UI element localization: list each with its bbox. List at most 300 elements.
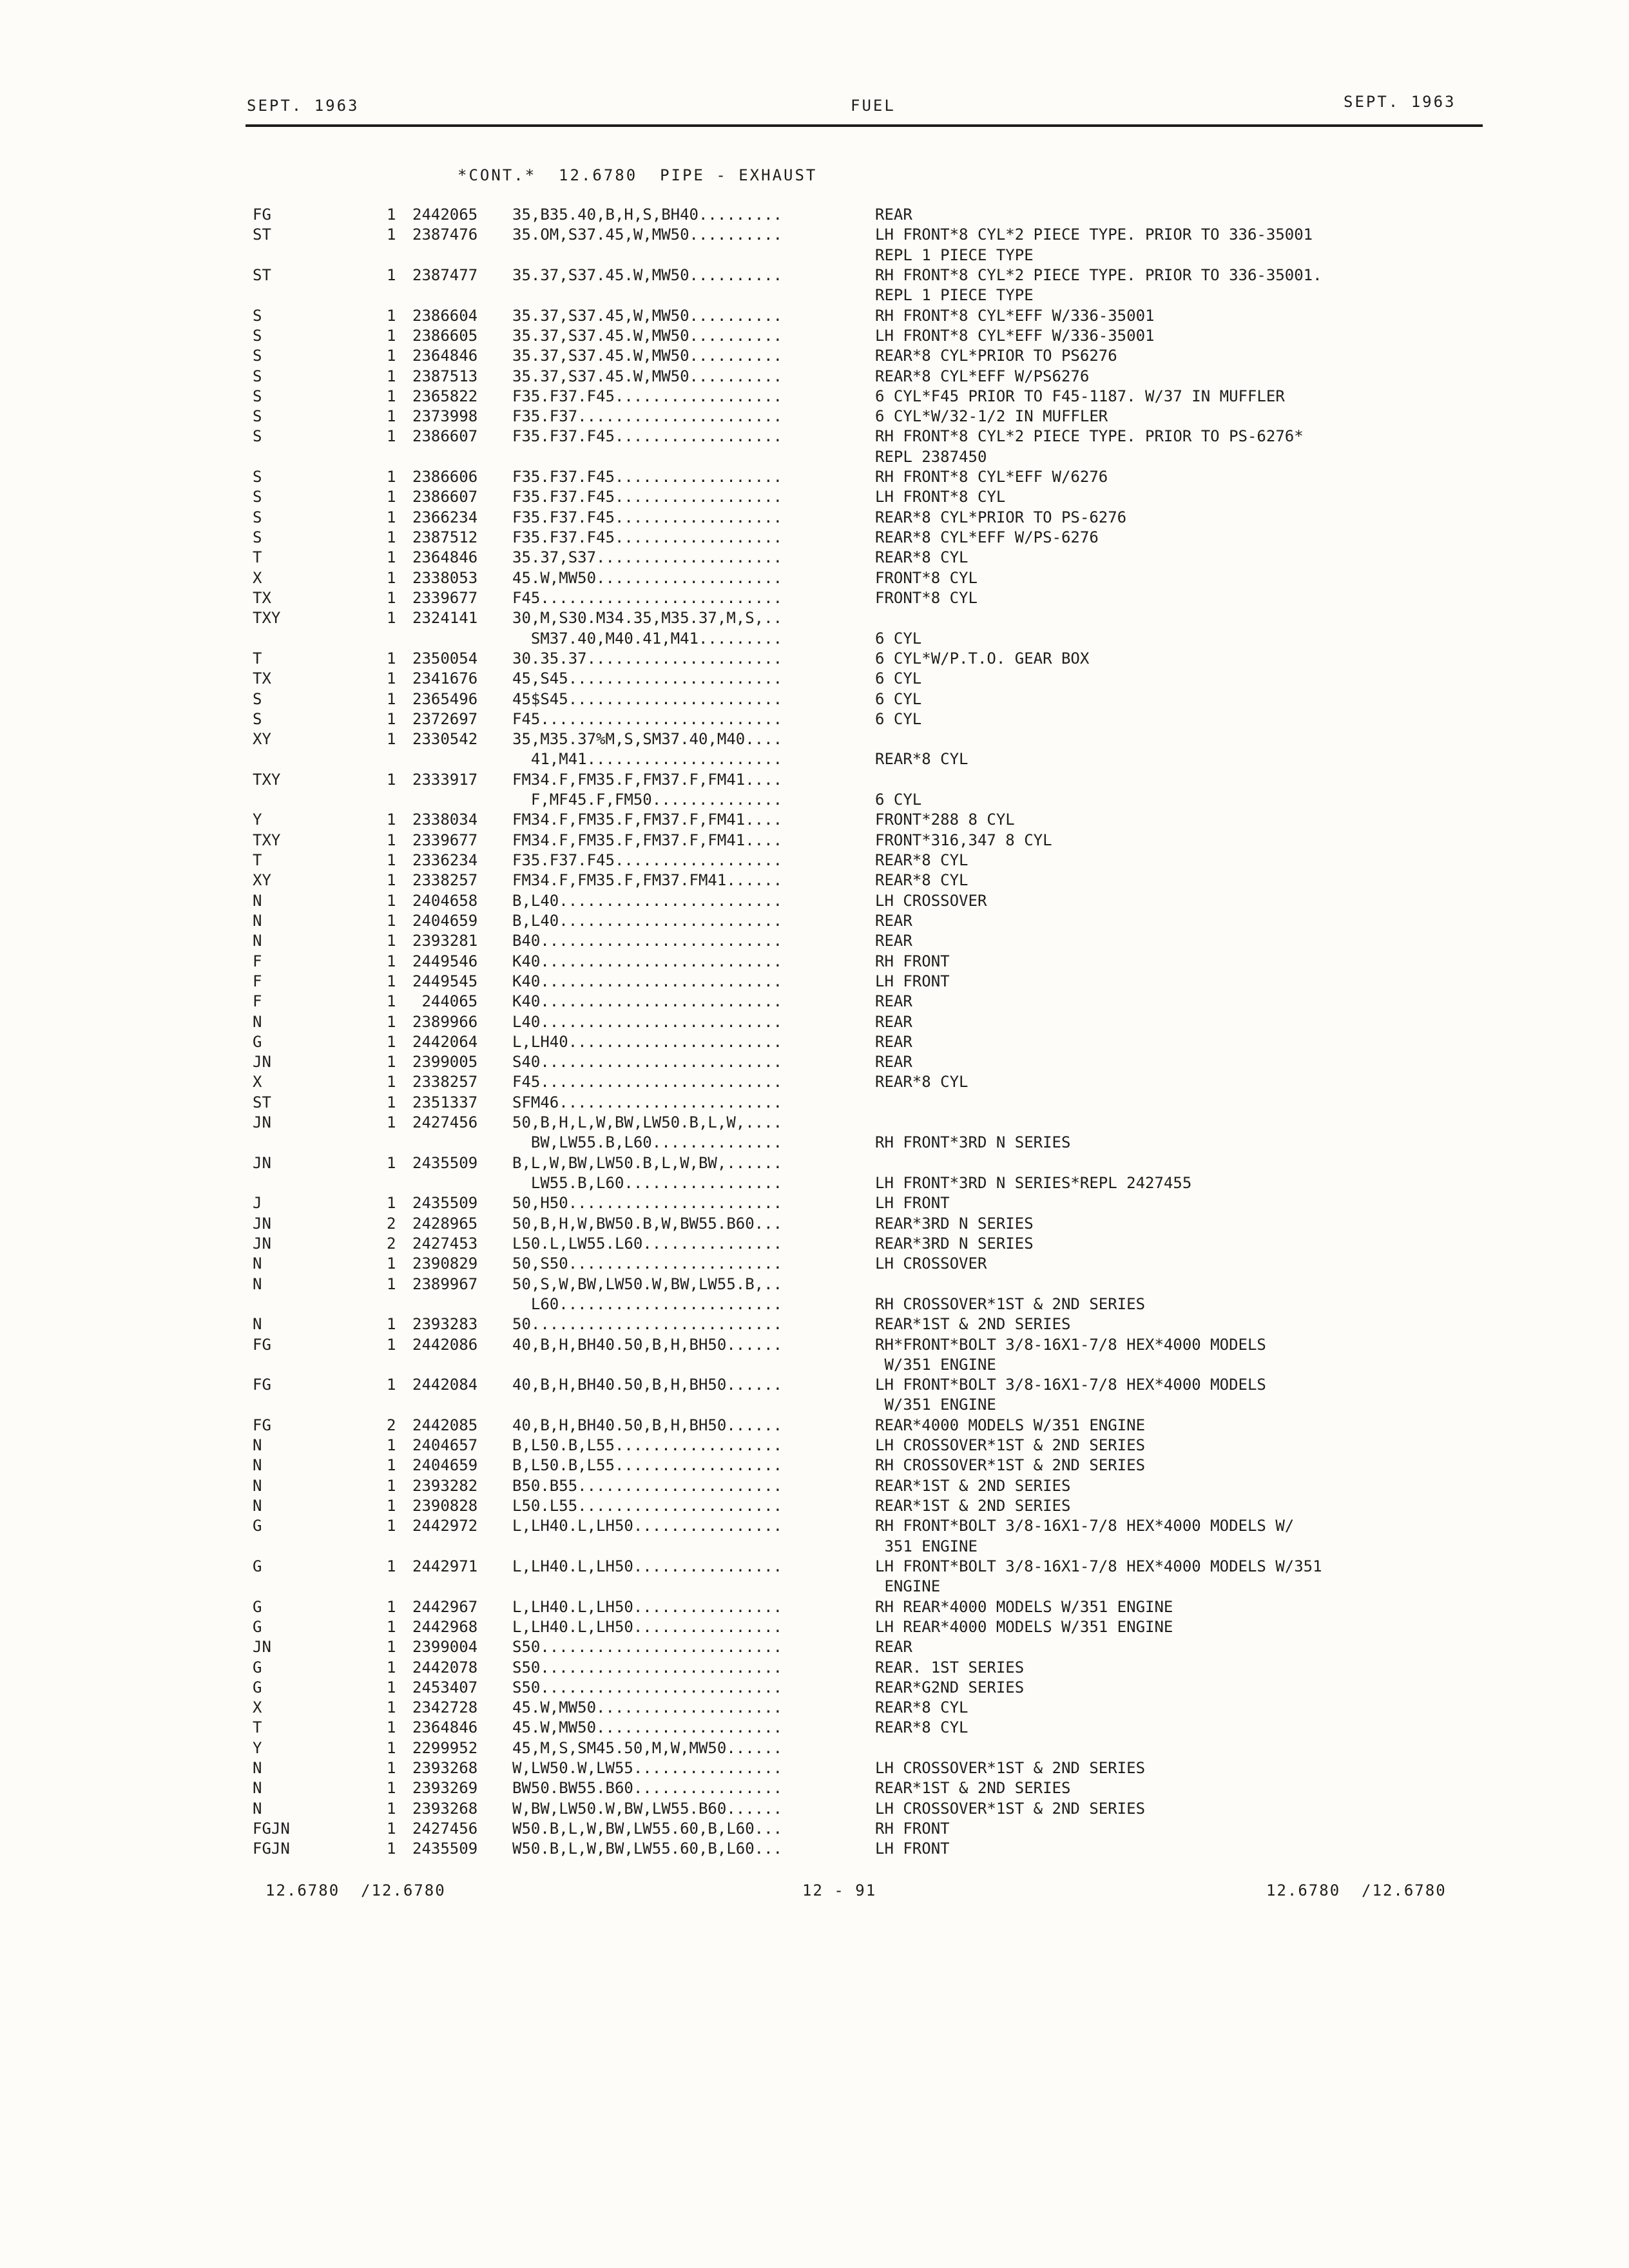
model-code: S [253, 347, 262, 365]
table-row [0, 1355, 1629, 1375]
table-row [0, 952, 1629, 972]
quantity: 1 [387, 468, 396, 486]
model-code: FG [253, 206, 271, 224]
description: LH FRONT [875, 1194, 950, 1213]
application: 30,M,S30.M34.35,M35.37,M,S,.. [512, 609, 783, 628]
quantity: 1 [387, 1597, 396, 1616]
model-code: N [253, 1012, 262, 1031]
part-number: 2364846 [412, 548, 478, 567]
application: K40.......................... [512, 992, 783, 1011]
model-code: FGJN [253, 1820, 290, 1838]
model-code: X [253, 1698, 262, 1717]
table-row [0, 689, 1629, 709]
part-number: 2390828 [412, 1497, 478, 1515]
part-number: 2442084 [412, 1376, 478, 1394]
model-code: JN [253, 1214, 271, 1233]
model-code: S [253, 387, 262, 405]
table-row [0, 265, 1629, 285]
part-number: 2386604 [412, 306, 478, 325]
part-number: 2324141 [412, 609, 478, 628]
model-code: TXY [253, 770, 281, 789]
description: REAR*8 CYL [875, 750, 969, 769]
model-code: X [253, 568, 262, 587]
application: 50........................... [512, 1315, 783, 1334]
quantity: 1 [387, 932, 396, 950]
part-number: 2389966 [412, 1012, 478, 1031]
part-number: 2427456 [412, 1820, 478, 1838]
description: REAR. 1ST SERIES [875, 1658, 1025, 1677]
application: L,LH40.L,LH50................ [512, 1517, 783, 1535]
quantity: 1 [387, 508, 396, 526]
description: LH CROSSOVER [875, 891, 987, 910]
quantity: 1 [387, 1738, 396, 1757]
model-code: FG [253, 1335, 271, 1354]
description: FRONT*8 CYL [875, 588, 978, 607]
description: LH CROSSOVER*1ST & 2ND SERIES [875, 1759, 1146, 1778]
table-row [0, 1052, 1629, 1072]
quantity: 1 [387, 1032, 396, 1051]
description: 6 CYL*W/32-1/2 IN MUFFLER [875, 407, 1108, 426]
quantity: 1 [387, 588, 396, 607]
quantity: 1 [387, 1517, 396, 1535]
part-number: 2442085 [412, 1416, 478, 1434]
application: 50,B,H,L,W,BW,LW50.B,L,W,.... [512, 1113, 783, 1132]
model-code: S [253, 468, 262, 486]
application: L,LH40.L,LH50................ [512, 1557, 783, 1575]
quantity: 1 [387, 1799, 396, 1818]
part-number: 2453407 [412, 1678, 478, 1696]
part-number: 2428965 [412, 1214, 478, 1233]
part-number: 2350054 [412, 649, 478, 668]
application: L40.......................... [512, 1012, 783, 1031]
quantity: 1 [387, 347, 396, 365]
table-row [0, 931, 1629, 951]
description: LH FRONT*8 CYL [875, 488, 1006, 506]
application: B,L50.B,L55.................. [512, 1456, 783, 1475]
table-row [0, 225, 1629, 245]
table-row [0, 1193, 1629, 1213]
application: K40.......................... [512, 972, 783, 990]
table-row [0, 1234, 1629, 1254]
part-number: 2404658 [412, 891, 478, 910]
quantity: 1 [387, 1073, 396, 1091]
model-code: F [253, 972, 262, 990]
description: LH FRONT [875, 972, 950, 990]
quantity: 1 [387, 1840, 396, 1858]
description: LH FRONT*BOLT 3/8-16X1-7/8 HEX*4000 MODELS [875, 1376, 1266, 1394]
description: RH FRONT*3RD N SERIES [875, 1133, 1071, 1152]
model-code: JN [253, 1234, 271, 1253]
description: REAR*3RD N SERIES [875, 1214, 1034, 1233]
application: B,L40........................ [512, 891, 783, 910]
model-code: N [253, 911, 262, 930]
table-row [0, 467, 1629, 487]
model-code: S [253, 709, 262, 728]
part-number: 2365496 [412, 689, 478, 708]
description: REAR*8 CYL*EFF W/PS6276 [875, 367, 1090, 385]
part-number: 244065 [412, 992, 478, 1011]
table-row [0, 1395, 1629, 1415]
table-row [0, 447, 1629, 467]
application: SFM46........................ [512, 1093, 783, 1111]
description: 6 CYL*W/P.T.O. GEAR BOX [875, 649, 1090, 668]
quantity: 1 [387, 387, 396, 405]
quantity: 1 [387, 1194, 396, 1213]
part-number: 2442968 [412, 1617, 478, 1636]
application: FM34.F,FM35.F,FM37.FM41...... [512, 871, 783, 890]
quantity: 1 [387, 851, 396, 869]
quantity: 1 [387, 1093, 396, 1111]
table-row [0, 669, 1629, 689]
part-number: 2339677 [412, 588, 478, 607]
table-row [0, 1274, 1629, 1294]
description: REAR*1ST & 2ND SERIES [875, 1476, 1071, 1495]
table-row [0, 749, 1629, 769]
model-code: G [253, 1597, 262, 1616]
table-row [0, 1173, 1629, 1193]
application: 30.35.37..................... [512, 649, 783, 668]
table-row [0, 1072, 1629, 1092]
quantity: 1 [387, 568, 396, 587]
quantity: 1 [387, 427, 396, 446]
description: 6 CYL [875, 629, 922, 648]
description: RH FRONT*BOLT 3/8-16X1-7/8 HEX*4000 MODELS W/ [875, 1517, 1295, 1535]
table-row [0, 1758, 1629, 1778]
part-number: 2351337 [412, 1093, 478, 1111]
description: REAR*3RD N SERIES [875, 1234, 1034, 1253]
application: 40,B,H,BH40.50,B,H,BH50...... [512, 1335, 783, 1354]
table-row [0, 1718, 1629, 1738]
model-code: S [253, 367, 262, 385]
description: 351 ENGINE [875, 1537, 978, 1555]
quantity: 1 [387, 1476, 396, 1495]
quantity: 1 [387, 709, 396, 728]
part-number: 2386607 [412, 488, 478, 506]
part-number: 2339677 [412, 831, 478, 849]
description: REAR [875, 206, 912, 224]
part-number: 2330542 [412, 730, 478, 749]
part-number: 2365822 [412, 387, 478, 405]
description: REAR*1ST & 2ND SERIES [875, 1497, 1071, 1515]
table-row [0, 1153, 1629, 1173]
quantity: 1 [387, 811, 396, 829]
part-number: 2373998 [412, 407, 478, 426]
quantity: 1 [387, 1820, 396, 1838]
model-code: FGJN [253, 1840, 290, 1858]
model-code: G [253, 1678, 262, 1696]
part-number: 2387512 [412, 528, 478, 546]
quantity: 1 [387, 1718, 396, 1737]
application: 50,H50....................... [512, 1194, 783, 1213]
table-row [0, 1597, 1629, 1617]
model-code: S [253, 689, 262, 708]
application: 40,B,H,BH40.50,B,H,BH50...... [512, 1376, 783, 1394]
quantity: 1 [387, 831, 396, 849]
description: REAR*8 CYL*PRIOR TO PS6276 [875, 347, 1117, 365]
model-code: JN [253, 1053, 271, 1072]
model-code: N [253, 1274, 262, 1293]
quantity: 1 [387, 1376, 396, 1394]
application: L50.L55...................... [512, 1497, 783, 1515]
table-row [0, 1537, 1629, 1557]
application: L50.L,LW55.L60............... [512, 1234, 783, 1253]
application: F35.F37.F45.................. [512, 851, 783, 869]
quantity: 1 [387, 1617, 396, 1636]
table-row [0, 1314, 1629, 1334]
part-number: 2299952 [412, 1738, 478, 1757]
model-code: S [253, 427, 262, 446]
description: REAR [875, 911, 912, 930]
quantity: 1 [387, 1638, 396, 1657]
description: REPL 2387450 [875, 447, 987, 466]
model-code: TXY [253, 831, 281, 849]
model-code: N [253, 891, 262, 910]
table-row [0, 1133, 1629, 1153]
part-number: 2338053 [412, 568, 478, 587]
quantity: 1 [387, 1315, 396, 1334]
model-code: N [253, 932, 262, 950]
table-row [0, 992, 1629, 1012]
part-number: 2338034 [412, 811, 478, 829]
quantity: 1 [387, 1274, 396, 1293]
quantity: 1 [387, 548, 396, 567]
part-number: 2393268 [412, 1799, 478, 1818]
table-row [0, 709, 1629, 729]
table-row [0, 326, 1629, 346]
part-number: 2333917 [412, 770, 478, 789]
description: REAR [875, 1012, 912, 1031]
table-row [0, 1799, 1629, 1819]
application: BW50.BW55.B60................ [512, 1779, 783, 1798]
table-row [0, 629, 1629, 649]
table-row [0, 891, 1629, 911]
quantity: 1 [387, 1779, 396, 1798]
quantity: 1 [387, 1053, 396, 1072]
model-code: TX [253, 588, 271, 607]
application: FM34.F,FM35.F,FM37.F,FM41.... [512, 811, 783, 829]
application: B50.B55...................... [512, 1476, 783, 1495]
application: 50,B,H,W,BW50.B,W,BW55.B60... [512, 1214, 783, 1233]
part-number: 2399005 [412, 1053, 478, 1072]
description: REAR*8 CYL*EFF W/PS-6276 [875, 528, 1099, 546]
part-number: 2404659 [412, 911, 478, 930]
description: ENGINE [875, 1577, 941, 1596]
description: REAR*4000 MODELS W/351 ENGINE [875, 1416, 1146, 1434]
description: RH REAR*4000 MODELS W/351 ENGINE [875, 1597, 1173, 1616]
description: REPL 1 PIECE TYPE [875, 286, 1034, 305]
model-code: Y [253, 811, 262, 829]
description: REAR*G2ND SERIES [875, 1678, 1025, 1696]
part-number: 2404657 [412, 1436, 478, 1455]
description: REAR*8 CYL [875, 1698, 969, 1717]
application: 35,M35.37%M,S,SM37.40,M40.... [512, 730, 783, 749]
description: REAR*8 CYL [875, 871, 969, 890]
quantity: 1 [387, 488, 396, 506]
model-code: N [253, 1436, 262, 1455]
part-number: 2442078 [412, 1658, 478, 1677]
application: L,LH40....................... [512, 1032, 783, 1051]
description: REAR [875, 1032, 912, 1051]
application: 45,M,S,SM45.50,M,W,MW50...... [512, 1738, 783, 1757]
model-code: G [253, 1658, 262, 1677]
table-row [0, 1335, 1629, 1355]
part-number: 2427453 [412, 1234, 478, 1253]
quantity: 1 [387, 326, 396, 345]
part-number: 2393268 [412, 1759, 478, 1778]
description: 6 CYL [875, 709, 922, 728]
description: FRONT*288 8 CYL [875, 811, 1015, 829]
table-row [0, 1617, 1629, 1637]
quantity: 1 [387, 1678, 396, 1696]
part-number: 2389967 [412, 1274, 478, 1293]
application: F,MF45.F,FM50.............. [512, 791, 783, 809]
table-row [0, 588, 1629, 608]
table-row [0, 1637, 1629, 1657]
description: LH CROSSOVER [875, 1254, 987, 1273]
quantity: 1 [387, 1497, 396, 1515]
part-number: 2387513 [412, 367, 478, 385]
application: F35.F37.F45.................. [512, 508, 783, 526]
part-number: 2442086 [412, 1335, 478, 1354]
application: B,L50.B,L55.................. [512, 1436, 783, 1455]
application: B,L,W,BW,LW50.B,L,W,BW,...... [512, 1153, 783, 1172]
application: F45.......................... [512, 588, 783, 607]
application: B40.......................... [512, 932, 783, 950]
quantity: 1 [387, 226, 396, 244]
model-code: TX [253, 669, 271, 688]
application: F35.F37...................... [512, 407, 783, 426]
application: F35.F37.F45.................. [512, 468, 783, 486]
application: 45$S45....................... [512, 689, 783, 708]
part-number: 2442065 [412, 206, 478, 224]
model-code: G [253, 1517, 262, 1535]
quantity: 2 [387, 1234, 396, 1253]
model-code: S [253, 407, 262, 426]
model-code: ST [253, 265, 271, 284]
application: F35.F37.F45.................. [512, 387, 783, 405]
table-row [0, 1577, 1629, 1597]
model-code: FG [253, 1376, 271, 1394]
table-row [0, 972, 1629, 992]
application: 45,S45....................... [512, 669, 783, 688]
table-row [0, 1839, 1629, 1859]
part-number: 2393282 [412, 1476, 478, 1495]
application: S50.......................... [512, 1678, 783, 1696]
quantity: 1 [387, 730, 396, 749]
table-row [0, 1375, 1629, 1395]
description: LH FRONT*3RD N SERIES*REPL 2427455 [875, 1174, 1192, 1192]
model-code: N [253, 1254, 262, 1273]
table-row [0, 487, 1629, 507]
quantity: 1 [387, 871, 396, 890]
application: F35.F37.F45.................. [512, 427, 783, 446]
description: 6 CYL [875, 669, 922, 688]
description: 6 CYL [875, 791, 922, 809]
quantity: 1 [387, 1153, 396, 1172]
model-code: XY [253, 730, 271, 749]
description: REAR [875, 932, 912, 950]
table-row [0, 1557, 1629, 1577]
parts-list [0, 205, 1629, 1860]
part-number: 2435509 [412, 1194, 478, 1213]
part-number: 2399004 [412, 1638, 478, 1657]
model-code: N [253, 1456, 262, 1475]
description: LH REAR*4000 MODELS W/351 ENGINE [875, 1617, 1173, 1636]
quantity: 1 [387, 911, 396, 930]
table-row [0, 548, 1629, 568]
model-code: T [253, 548, 262, 567]
part-number: 2372697 [412, 709, 478, 728]
part-number: 2442971 [412, 1557, 478, 1575]
part-number: 2442972 [412, 1517, 478, 1535]
application: 45.W,MW50.................... [512, 1718, 783, 1737]
table-row [0, 810, 1629, 830]
description: REAR*8 CYL [875, 548, 969, 567]
quantity: 1 [387, 1436, 396, 1455]
application: LW55.B,L60................. [512, 1174, 783, 1192]
table-row [0, 407, 1629, 427]
description: REPL 1 PIECE TYPE [875, 245, 1034, 264]
quantity: 1 [387, 206, 396, 224]
application: 35.OM,S37.45,W,MW50.......... [512, 226, 783, 244]
model-code: ST [253, 226, 271, 244]
part-number: 2449546 [412, 952, 478, 970]
description: REAR*1ST & 2ND SERIES [875, 1779, 1071, 1798]
application: F35.F37.F45.................. [512, 488, 783, 506]
description: FRONT*8 CYL [875, 568, 978, 587]
model-code: N [253, 1799, 262, 1818]
model-code: N [253, 1779, 262, 1798]
part-number: 2393269 [412, 1779, 478, 1798]
description: REAR*8 CYL [875, 1718, 969, 1737]
application: B,L40........................ [512, 911, 783, 930]
table-row [0, 306, 1629, 326]
quantity: 1 [387, 1335, 396, 1354]
description: 6 CYL [875, 689, 922, 708]
table-row [0, 608, 1629, 628]
part-number: 2442064 [412, 1032, 478, 1051]
quantity: 1 [387, 649, 396, 668]
model-code: ST [253, 1093, 271, 1111]
application: BW,LW55.B,L60.............. [512, 1133, 783, 1152]
description: REAR*8 CYL [875, 851, 969, 869]
table-row [0, 790, 1629, 810]
model-code: J [253, 1194, 262, 1213]
model-code: G [253, 1617, 262, 1636]
application: 35.37,S37.45.W,MW50.......... [512, 367, 783, 385]
application: FM34.F,FM35.F,FM37.F,FM41.... [512, 831, 783, 849]
description: REAR*1ST & 2ND SERIES [875, 1315, 1071, 1334]
model-code: S [253, 528, 262, 546]
table-row [0, 1476, 1629, 1496]
description: REAR [875, 1638, 912, 1657]
part-number: 2364846 [412, 1718, 478, 1737]
table-row [0, 649, 1629, 669]
part-number: 2442967 [412, 1597, 478, 1616]
part-number: 2386607 [412, 427, 478, 446]
model-code: T [253, 1718, 262, 1737]
table-row [0, 346, 1629, 366]
part-number: 2390829 [412, 1254, 478, 1273]
application: 35.37,S37.45.W,MW50.......... [512, 347, 783, 365]
model-code: Y [253, 1738, 262, 1757]
model-code: X [253, 1073, 262, 1091]
model-code: G [253, 1032, 262, 1051]
application: 35,B35.40,B,H,S,BH40......... [512, 206, 783, 224]
part-number: 2342728 [412, 1698, 478, 1717]
table-row [0, 1516, 1629, 1536]
description: LH FRONT*BOLT 3/8-16X1-7/8 HEX*4000 MODELS W/351 [875, 1557, 1322, 1575]
